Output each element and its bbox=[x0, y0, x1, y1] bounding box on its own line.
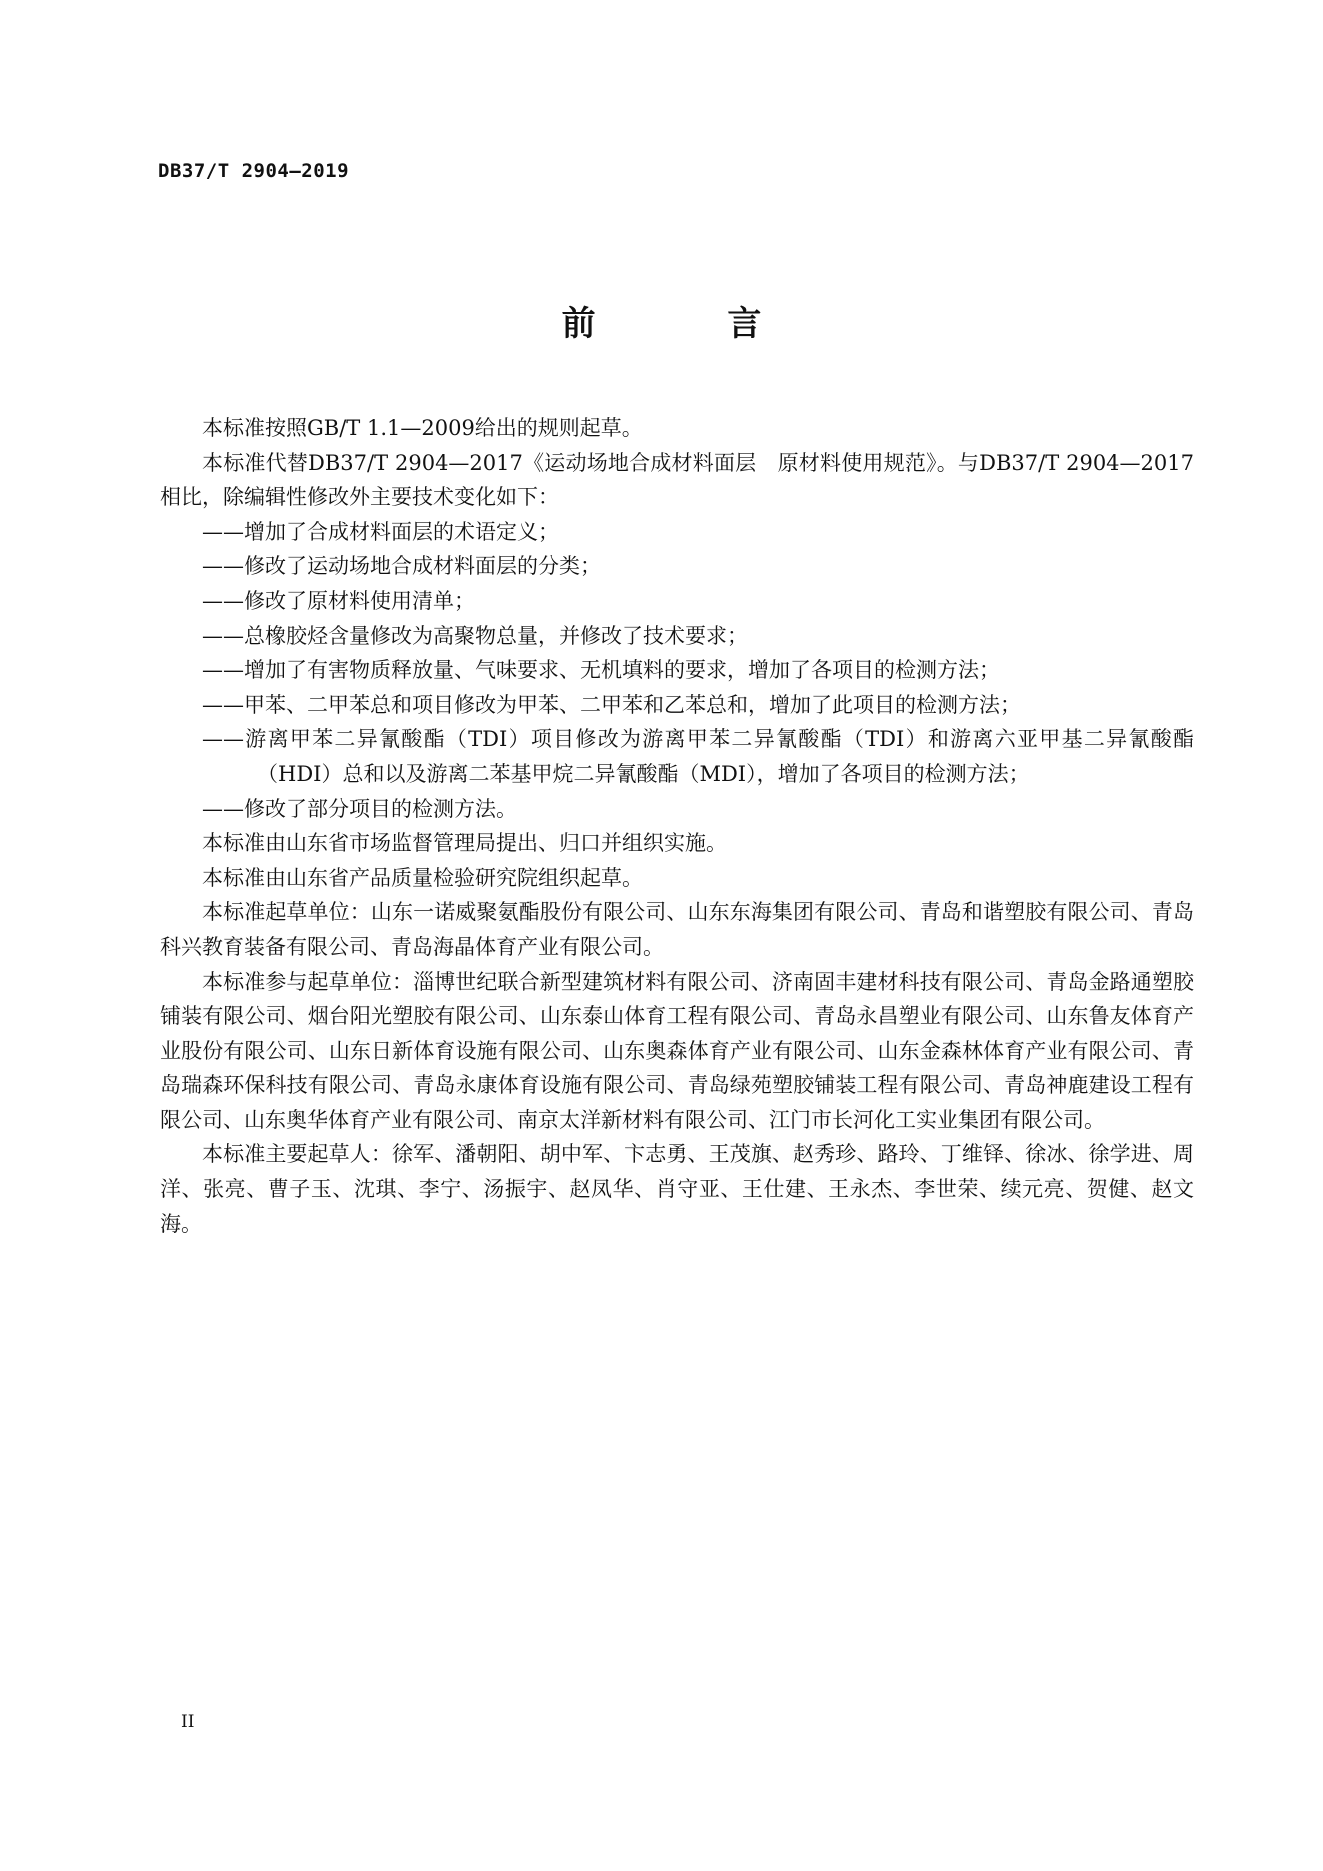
change-item: ——总橡胶烃含量修改为高聚物总量，并修改了技术要求； bbox=[202, 623, 748, 648]
paragraph-proposed-by: 本标准由山东省市场监督管理局提出、归口并组织实施。 bbox=[202, 831, 727, 856]
change-item: ——甲苯、二甲苯总和项目修改为甲苯、二甲苯和乙苯总和，增加了此项目的检测方法； bbox=[202, 692, 1021, 717]
change-item: ——增加了合成材料面层的术语定义； bbox=[202, 519, 559, 544]
change-item: ——游离甲苯二异氰酸酯（TDI）项目修改为游离甲苯二异氰酸酯（TDI）和游离六亚甲基二异氰酸酯（HDI）总和以及游离二苯基甲烷二异氰酸酯（MDI），增加了各项目的检测方法； bbox=[202, 727, 1194, 786]
change-item: ——修改了原材料使用清单； bbox=[202, 588, 475, 613]
paragraph-organized-by: 本标准由山东省产品质量检验研究院组织起草。 bbox=[202, 865, 643, 890]
paragraph-drafting-units: 本标准起草单位：山东一诺威聚氨酯股份有限公司、山东东海集团有限公司、青岛和谐塑胶有限公司、青岛科兴教育装备有限公司、青岛海晶体育产业有限公司。 bbox=[160, 900, 1194, 959]
paragraph-participating-units: 本标准参与起草单位：淄博世纪联合新型建筑材料有限公司、济南固丰建材科技有限公司、青岛金路通塑胶铺装有限公司、烟台阳光塑胶有限公司、山东泰山体育工程有限公司、青岛永昌塑业有限公司、山东鲁友体育产业股份有限公司、山东日新体育设施有限公司、山东奥森体育产业有限公司、山东金森林体育产业有限公司、青岛瑞森环保科技有限公司、青岛永康体育设施有限公司、青岛绿苑塑胶铺装工程有限公司、青岛神鹿建设工程有限公司、山东奥华体育产业有限公司、南京太洋新材料有限公司、江门市长河化工实业集团有限公司。 bbox=[160, 969, 1194, 1132]
document-code: DB37/T 2904—2019 bbox=[158, 160, 350, 182]
change-item: ——增加了有害物质释放量、气味要求、无机填料的要求，增加了各项目的检测方法； bbox=[202, 658, 1000, 683]
paragraph-drafters: 本标准主要起草人：徐军、潘朝阳、胡中军、卞志勇、王茂旗、赵秀珍、路玲、丁维铎、徐冰、徐学进、周洋、张亮、曹子玉、沈琪、李宁、汤振宇、赵凤华、肖守亚、王仕建、王永杰、李世荣、续元亮、贺健、赵文海。 bbox=[160, 1142, 1194, 1236]
page-title: 前 言 bbox=[561, 304, 822, 344]
change-item: ——修改了运动场地合成材料面层的分类； bbox=[202, 554, 601, 579]
document-body bbox=[160, 411, 1194, 1241]
change-item: ——修改了部分项目的检测方法。 bbox=[202, 796, 517, 821]
paragraph-replaces: 本标准代替DB37/T 2904—2017《运动场地合成材料面层 原材料使用规范》。与DB37/T 2904—2017相比，除编辑性修改外主要技术变化如下： bbox=[160, 450, 1194, 510]
page-number: II bbox=[181, 1712, 195, 1732]
paragraph-drafting-rules: 本标准按照GB/T 1.1—2009给出的规则起草。 bbox=[202, 416, 643, 440]
